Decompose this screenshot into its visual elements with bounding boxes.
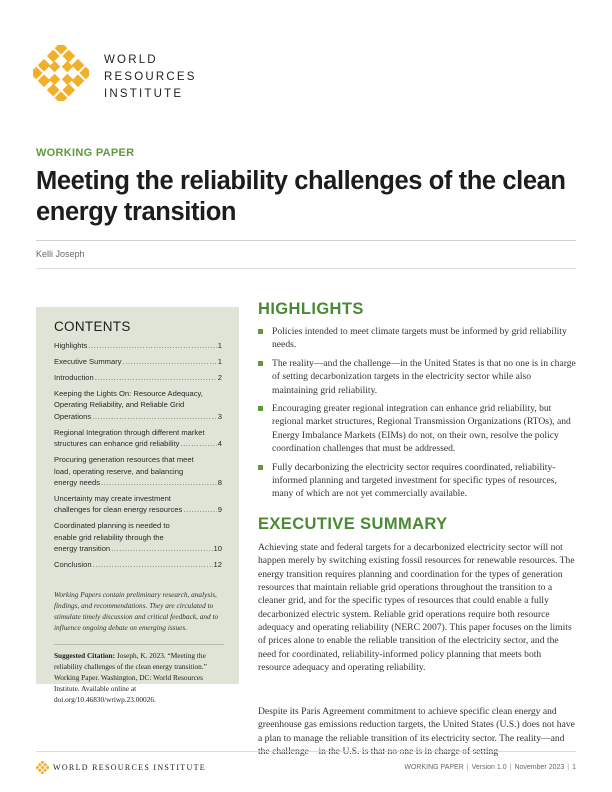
square-bullet-icon (258, 465, 263, 470)
toc-item-label: challenges for clean energy resources (54, 505, 183, 515)
toc-item-label: Executive Summary (54, 357, 122, 366)
toc-item[interactable] (54, 427, 222, 450)
toc-page-number: 3 (217, 411, 222, 421)
toc-item-line: Keeping the Lights On: Resource Adequacy, (54, 389, 203, 398)
highlight-bullet (258, 357, 576, 397)
toc-item-label: structures can enhance grid reliability (54, 439, 180, 449)
executive-summary-paragraph-2: Despite its Paris Agreement commitment to achieve specific clean energy and greenhouse gas emissions reduction targets, the United States (U.S.) does not have a plan to manage the reliable transition of its electricity sector. The reality—and (258, 706, 575, 744)
toc-item-label: Introduction (54, 373, 94, 382)
toc-leader-dots (95, 372, 217, 383)
highlight-text: Encouraging greater regional integration can enhance grid reliability, but regional market structures, Regional Transmission Organizations (RTOs), and Energy Imbalance Markets (EIMs) do not, on their own, resolve the policy coordination challenges that must be addressed. (272, 403, 571, 455)
square-bullet-icon (258, 329, 263, 334)
executive-summary-paragraph-1: Achieving state and federal targets for a decarbonized electricity sector will not happen merely by switching existing fossil resources for renewable resources. The energy transition requires planning and coordination for the types of generation resources that maintain reliable grid operations throughout the transition to a cleaner grid, and for the specific types of resources that could enable a fully decarbonized electric system. Reliable grid operations require both resource adequacy and operating reliability (NERC 2007). This paper focuses on the limits of prices alone to enable the reliable transition of the electricity sector, and the need for coordinated, reliability-informed policy planning that meets both resource adequacy and operating reliability. (258, 542, 575, 674)
suggested-citation (54, 650, 226, 705)
toc-item[interactable] (54, 520, 222, 554)
toc-leader-dots (180, 438, 216, 449)
toc-page-number: 1 (217, 357, 222, 366)
highlight-text: Fully decarbonizing the electricity sector requires coordinated, reliability-informed planning and targeted investment for specific types of resources, many of which are not yet commercially available. (272, 461, 557, 500)
org-line-1: WORLD (104, 54, 158, 66)
highlight-text: Policies intended to meet climate targets must be informed by grid reliability needs. (272, 326, 567, 351)
square-bullet-icon (258, 406, 263, 411)
toc-leader-dots (123, 356, 217, 367)
footer-date: November 2023 (514, 764, 565, 771)
contents-list (54, 340, 222, 575)
toc-page-number: 9 (217, 505, 222, 515)
toc-leader-dots (92, 411, 217, 422)
highlights-list (258, 325, 576, 506)
toc-item-line: Uncertainty may create investment (54, 494, 171, 504)
toc-item-line: Regional Integration through different market (54, 427, 205, 437)
toc-leader-dots (183, 504, 216, 515)
toc-page-number: 1 (217, 341, 222, 350)
toc-item-line: load, operating reserve, and balancing (54, 466, 184, 476)
highlight-bullet (258, 402, 576, 456)
toc-page-number: 4 (217, 439, 222, 449)
toc-item[interactable] (54, 340, 222, 351)
wri-logo-icon (33, 45, 89, 101)
footer-divider (36, 751, 576, 752)
highlight-bullet (258, 325, 576, 352)
toc-leader-dots (93, 559, 213, 570)
toc-page-number: 8 (217, 478, 222, 488)
toc-item-line: Operating Reliability, and Reliable Grid (54, 400, 185, 410)
footer-version: Version 1.0 (471, 764, 507, 771)
toc-leader-dots (111, 543, 212, 554)
toc-item[interactable] (54, 388, 222, 422)
toc-item-label: energy transition (54, 544, 111, 554)
highlights-heading: HIGHLIGHTS (258, 300, 364, 318)
page-number: 1 (572, 764, 576, 771)
toc-page-number: 10 (213, 544, 222, 554)
highlight-text: The reality—and the challenge—in the United States is that no one is in charge of setting decarbonization targets in the electricity sector while also maintaining grid reliability. (272, 357, 576, 396)
square-bullet-icon (258, 361, 263, 366)
toc-item[interactable] (54, 559, 222, 570)
toc-page-number: 2 (217, 373, 222, 382)
toc-item[interactable] (54, 454, 222, 488)
wri-footer-logo-icon (36, 761, 49, 774)
toc-item-line: enable grid reliability through the (54, 532, 164, 542)
toc-item-label: energy needs (54, 478, 101, 488)
contents-heading: CONTENTS (54, 319, 131, 334)
highlight-bullet (258, 461, 576, 501)
toc-item-label: Operations (54, 411, 92, 421)
toc-item[interactable] (54, 356, 222, 367)
divider (54, 644, 224, 645)
toc-leader-dots (88, 340, 216, 351)
toc-item[interactable] (54, 372, 222, 383)
org-wordmark (104, 52, 197, 103)
contents-panel (36, 307, 239, 704)
executive-summary-heading: EXECUTIVE SUMMARY (258, 515, 448, 533)
org-line-2: RESOURCES (104, 71, 197, 83)
toc-leader-dots (101, 477, 217, 488)
footer-meta: WORKING PAPER | Version 1.0 | November 2023 | 1 (404, 764, 576, 771)
toc-item-label: Highlights (54, 341, 88, 350)
toc-page-number: 12 (213, 560, 222, 570)
toc-item-label: Conclusion (54, 560, 92, 570)
author-name: Kelli Joseph (36, 249, 85, 259)
org-line-3: INSTITUTE (104, 88, 184, 100)
working-paper-note: Working Papers contain preliminary research, analysis, findings, and recommendations. They are circulated to stimulate timely discussion and critical feedback, and to influence ongoing debate on emerging issues. (54, 590, 219, 632)
page-title: Meeting the reliability challenges of the clean energy transition (36, 167, 566, 226)
divider (36, 268, 576, 269)
citation-text: Joseph, K. 2023. “Meeting the reliability challenges of the clean energy transition.” Working Paper. Washington, DC: World Resources Institute. Available online at doi.org/10.46830/wriwp.23.00026. (54, 651, 207, 704)
citation-label: Suggested Citation: (54, 651, 116, 660)
divider (36, 240, 576, 241)
footer-doc-type: WORKING PAPER (404, 764, 464, 771)
toc-item-line: Procuring generation resources that meet (54, 455, 194, 465)
toc-item[interactable] (54, 493, 222, 516)
footer-org-name: WORLD RESOURCES INSTITUTE (53, 763, 206, 772)
document-type-label: WORKING PAPER (36, 147, 135, 159)
toc-item-line: Coordinated planning is needed to (54, 521, 170, 531)
